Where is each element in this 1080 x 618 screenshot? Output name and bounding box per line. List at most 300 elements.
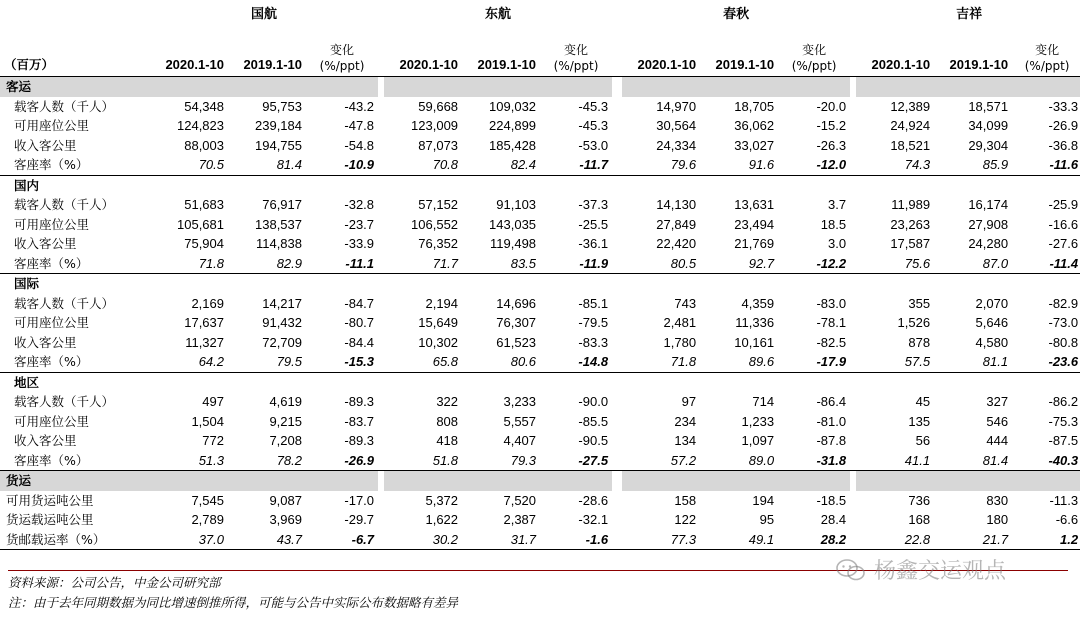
current-value: 808 (436, 413, 459, 429)
row-label: 可用座位公里 (14, 216, 90, 232)
previous-value: 83.5 (510, 255, 537, 271)
current-value: 70.8 (432, 157, 459, 172)
wechat-icon (836, 558, 866, 582)
previous-value: 185,428 (489, 137, 537, 153)
previous-value: 49.1 (748, 531, 775, 547)
change-value: -85.5 (578, 413, 609, 429)
change-value: -90.5 (578, 433, 609, 448)
table-row (0, 352, 1080, 372)
previous-value: 4,359 (741, 295, 775, 311)
current-value: 2,194 (425, 295, 459, 311)
current-value: 74.3 (904, 157, 931, 172)
previous-value: 21.7 (982, 531, 1009, 547)
previous-value: 194,755 (255, 137, 302, 153)
section-shade (150, 77, 378, 97)
previous-value: 2,387 (503, 512, 537, 527)
current-value: 106,552 (411, 216, 459, 232)
current-value: 2,789 (191, 512, 224, 527)
change-value: -40.3 (1048, 452, 1079, 468)
table-row (0, 136, 1080, 156)
previous-value: 10,161 (734, 334, 775, 350)
change-value: -75.3 (1048, 413, 1079, 429)
airline-name: 吉祥 (956, 7, 983, 23)
previous-value: 95 (759, 512, 775, 527)
previous-period-header: 2019.1-10 (715, 56, 775, 72)
change-value: -16.6 (1048, 216, 1079, 232)
current-value: 772 (202, 433, 224, 448)
current-value: 24,924 (890, 118, 931, 133)
data-note: 注：由于去年同期数据为同比增速倒推所得，可能与公告中实际公布数据略有差异 (8, 595, 459, 610)
current-value: 7,545 (191, 492, 224, 508)
section-shade (856, 471, 1080, 491)
table-row (0, 530, 1080, 550)
current-value: 11,327 (185, 334, 224, 350)
current-value: 10,302 (418, 334, 459, 350)
row-label: 客座率（%） (14, 452, 89, 468)
change-value: -20.0 (816, 98, 847, 114)
current-value: 105,681 (177, 216, 224, 232)
previous-value: 3,969 (269, 512, 302, 527)
change-value: -86.4 (816, 394, 847, 409)
change-header-line1: 变化 (1035, 43, 1060, 57)
previous-value: 72,709 (262, 334, 302, 350)
row-label: 收入客公里 (14, 433, 77, 448)
previous-value: 14,696 (496, 295, 537, 311)
column-header-row (0, 30, 1080, 77)
previous-value: 91,432 (262, 315, 302, 330)
table-row (0, 392, 1080, 412)
row-label: 载客人数（千人） (14, 98, 115, 114)
row-label: 载客人数（千人） (14, 295, 115, 311)
change-value: -11.9 (579, 255, 609, 271)
current-value: 17,637 (184, 315, 224, 330)
change-value: -6.7 (351, 531, 375, 547)
blank-cell (622, 372, 850, 392)
previous-value: 9,087 (269, 492, 302, 508)
change-value: -31.8 (816, 452, 847, 468)
previous-value: 31.7 (510, 531, 537, 547)
row-label: 收入客公里 (14, 236, 77, 251)
previous-value: 81.1 (982, 354, 1009, 369)
previous-value: 89.6 (748, 354, 775, 369)
current-value: 15,649 (418, 315, 459, 330)
change-value: -89.3 (344, 433, 375, 448)
current-period-header: 2020.1-10 (399, 56, 459, 72)
table-row (0, 510, 1080, 530)
column-gap (612, 195, 622, 215)
change-value: -33.9 (344, 236, 375, 251)
blank-cell (150, 372, 378, 392)
section-shade (150, 471, 378, 491)
table-row (0, 412, 1080, 432)
previous-value: 16,174 (968, 197, 1009, 212)
previous-value: 114,838 (255, 236, 302, 251)
blank-cell (856, 274, 1080, 294)
previous-value: 9,215 (269, 413, 302, 429)
change-value: -87.5 (1048, 433, 1079, 448)
previous-value: 82.4 (510, 157, 537, 172)
previous-value: 224,899 (489, 118, 537, 133)
previous-value: 138,537 (255, 216, 302, 232)
previous-value: 1,097 (741, 433, 775, 448)
change-value: -45.3 (578, 118, 609, 133)
current-value: 122 (674, 512, 697, 527)
previous-value: 79.3 (510, 452, 537, 468)
change-value: 28.4 (820, 512, 847, 527)
column-gap (612, 136, 622, 156)
watermark (836, 554, 1006, 585)
previous-value: 61,523 (496, 334, 537, 350)
current-value: 71.8 (198, 255, 224, 271)
current-value: 54,348 (184, 98, 224, 114)
section-row (0, 471, 1080, 491)
column-gap (612, 412, 622, 432)
current-value: 75,904 (184, 236, 224, 251)
current-period-header: 2020.1-10 (871, 56, 931, 72)
previous-value: 194 (752, 492, 775, 508)
current-value: 322 (436, 394, 459, 409)
previous-value: 1,233 (741, 413, 775, 429)
previous-value: 109,032 (489, 98, 537, 114)
change-value: -82.5 (816, 334, 847, 350)
current-value: 158 (674, 492, 697, 508)
current-value: 45 (915, 394, 931, 409)
current-value: 75.6 (904, 255, 931, 271)
change-value: -53.0 (578, 137, 609, 153)
change-value: -32.1 (578, 512, 609, 527)
change-value: 1.2 (1060, 531, 1079, 547)
airline-name: 东航 (485, 7, 512, 23)
current-value: 57,152 (418, 197, 459, 212)
change-value: -90.0 (578, 394, 609, 409)
current-value: 70.5 (198, 157, 224, 172)
change-value: -79.5 (578, 315, 609, 330)
subsection-title: 国内 (14, 177, 40, 193)
current-value: 51.3 (198, 452, 224, 468)
previous-value: 79.5 (276, 354, 302, 369)
blank-cell (0, 0, 150, 30)
current-value: 878 (908, 334, 931, 350)
previous-value: 95,753 (262, 98, 302, 114)
previous-value: 43.7 (276, 531, 302, 547)
current-value: 22.8 (904, 531, 931, 547)
current-value: 135 (908, 413, 931, 429)
change-value: -84.4 (344, 334, 375, 350)
change-value: -26.9 (344, 452, 375, 468)
row-label: 货运载运吨公里 (6, 512, 94, 527)
table-row (0, 313, 1080, 333)
current-value: 76,352 (418, 236, 459, 251)
table-row (0, 491, 1080, 511)
column-gap (612, 175, 622, 195)
table-row (0, 254, 1080, 274)
current-value: 27,849 (656, 216, 697, 232)
current-value: 59,668 (418, 98, 459, 114)
column-gap (612, 274, 622, 294)
previous-value: 85.9 (982, 157, 1009, 172)
change-value: -12.0 (816, 157, 847, 172)
column-gap (612, 491, 622, 511)
current-value: 23,263 (890, 216, 931, 232)
column-gap (612, 254, 622, 274)
change-value: -26.3 (816, 137, 847, 153)
subsection-title: 地区 (14, 374, 40, 390)
previous-value: 91,103 (496, 197, 537, 212)
section-row (0, 77, 1080, 97)
change-value: -1.6 (585, 531, 609, 547)
change-value: -36.1 (578, 236, 609, 251)
change-value: -11.4 (1049, 255, 1079, 271)
previous-value: 13,631 (734, 197, 775, 212)
current-value: 56 (915, 433, 931, 448)
blank-cell (856, 175, 1080, 195)
change-value: -47.8 (344, 118, 375, 133)
current-value: 124,823 (177, 118, 224, 133)
change-value: -85.1 (578, 295, 609, 311)
previous-value: 3,233 (503, 394, 537, 409)
change-value: -45.3 (578, 98, 609, 114)
change-header-line2: (%/ppt) (1024, 59, 1070, 73)
previous-value: 24,280 (968, 236, 1009, 251)
change-value: -11.7 (579, 157, 609, 172)
blank-cell (384, 274, 612, 294)
change-value: -10.9 (344, 157, 375, 172)
change-value: -87.8 (816, 433, 847, 448)
change-value: -17.0 (344, 492, 375, 508)
current-value: 168 (908, 512, 931, 527)
section-shade (856, 77, 1080, 97)
current-value: 30.2 (432, 531, 459, 547)
current-value: 2,169 (191, 295, 224, 311)
change-value: -25.9 (1048, 197, 1079, 212)
row-label: 载客人数（千人） (14, 394, 115, 409)
units-label: （百万） (4, 56, 55, 72)
row-label: 收入客公里 (14, 137, 77, 153)
blank-cell (384, 372, 612, 392)
change-value: -17.9 (816, 354, 847, 369)
previous-value: 546 (986, 413, 1009, 429)
row-label: 收入客公里 (14, 334, 77, 350)
column-gap (612, 392, 622, 412)
source-note: 资料来源：公司公告，中金公司研究部 (8, 575, 221, 590)
previous-value: 714 (752, 394, 775, 409)
change-value: -83.3 (578, 334, 609, 350)
blank-cell (622, 175, 850, 195)
table-row (0, 155, 1080, 175)
subsection-row (0, 175, 1080, 195)
previous-value: 2,070 (975, 295, 1009, 311)
column-gap (612, 333, 622, 353)
previous-value: 81.4 (982, 452, 1009, 468)
section-title: 客运 (0, 77, 150, 97)
current-value: 18,521 (890, 137, 931, 153)
column-gap (612, 97, 622, 117)
change-value: -14.8 (578, 354, 609, 369)
change-value: -43.2 (344, 98, 375, 114)
previous-value: 87.0 (982, 255, 1009, 271)
row-label: 客座率（%） (14, 255, 89, 271)
change-value: 3.7 (828, 197, 847, 212)
current-value: 71.7 (432, 255, 459, 271)
section-shade (384, 471, 612, 491)
change-header (540, 30, 612, 77)
previous-value: 21,769 (734, 236, 775, 251)
change-value: -80.7 (344, 315, 375, 330)
section-title: 货运 (0, 471, 150, 491)
change-header (1012, 30, 1080, 77)
previous-value: 7,520 (503, 492, 537, 508)
previous-value: 119,498 (490, 236, 537, 251)
previous-value: 4,580 (975, 334, 1009, 350)
column-gap (612, 510, 622, 530)
current-value: 51,683 (184, 197, 224, 212)
change-header-line2: (%/ppt) (791, 59, 837, 73)
table-row (0, 195, 1080, 215)
change-value: -83.7 (344, 413, 375, 429)
current-period-header: 2020.1-10 (637, 56, 697, 72)
section-shade (622, 77, 850, 97)
row-label: 客座率（%） (14, 157, 89, 172)
previous-value: 327 (986, 394, 1009, 409)
table-row (0, 116, 1080, 136)
section-shade (622, 471, 850, 491)
previous-value: 5,557 (503, 413, 537, 429)
table-row (0, 294, 1080, 314)
table-row (0, 234, 1080, 254)
current-value: 17,587 (890, 236, 931, 251)
previous-value: 18,705 (734, 98, 775, 114)
previous-value: 4,619 (269, 394, 302, 409)
current-value: 1,622 (425, 512, 459, 527)
subsection-title: 国际 (14, 276, 40, 291)
column-gap (612, 155, 622, 175)
previous-value: 34,099 (968, 118, 1009, 133)
row-label: 客座率（%） (14, 354, 89, 369)
blank-cell (384, 175, 612, 195)
previous-value: 76,307 (496, 315, 537, 330)
change-value: -18.5 (816, 492, 847, 508)
current-value: 497 (202, 394, 224, 409)
current-value: 5,372 (425, 492, 459, 508)
change-value: -11.3 (1049, 492, 1079, 508)
blank-cell (150, 175, 378, 195)
current-period-header: 2020.1-10 (165, 56, 224, 72)
change-value: -12.2 (816, 255, 847, 271)
change-value: 3.0 (828, 236, 847, 251)
change-value: -28.6 (578, 492, 609, 508)
change-value: -25.5 (578, 216, 609, 232)
previous-value: 92.7 (748, 255, 775, 271)
previous-value: 14,217 (262, 295, 302, 311)
current-value: 57.2 (670, 452, 697, 468)
previous-value: 78.2 (276, 452, 302, 468)
previous-value: 830 (986, 492, 1009, 508)
change-value: -36.8 (1048, 137, 1079, 153)
change-value: 18.5 (820, 216, 847, 232)
change-value: -83.0 (816, 295, 847, 311)
current-value: 2,481 (663, 315, 697, 330)
change-value: -15.2 (816, 118, 847, 133)
previous-value: 7,208 (269, 433, 302, 448)
section-shade (384, 77, 612, 97)
change-value: -84.7 (344, 295, 375, 311)
table-row (0, 451, 1080, 471)
current-value: 64.2 (198, 354, 224, 369)
current-value: 418 (436, 433, 459, 448)
column-gap (612, 0, 622, 30)
row-label: 载客人数（千人） (14, 197, 115, 212)
airline-header-row (0, 0, 1080, 30)
previous-period-header: 2019.1-10 (949, 56, 1009, 72)
subsection-row (0, 274, 1080, 294)
change-value: -80.8 (1048, 334, 1079, 350)
row-label: 货邮载运率（%） (6, 531, 106, 547)
airline-name: 春秋 (723, 7, 750, 23)
previous-value: 33,027 (734, 137, 775, 153)
current-value: 743 (674, 295, 697, 311)
previous-period-header: 2019.1-10 (243, 56, 302, 72)
previous-value: 27,908 (968, 216, 1009, 232)
current-value: 97 (681, 394, 697, 409)
previous-value: 29,304 (968, 137, 1009, 153)
current-value: 24,334 (656, 137, 697, 153)
row-label: 可用座位公里 (14, 413, 90, 429)
table-row (0, 215, 1080, 235)
change-value: -6.6 (1055, 512, 1079, 527)
change-value: -27.5 (578, 452, 609, 468)
current-value: 22,420 (656, 236, 697, 251)
current-value: 234 (674, 413, 697, 429)
current-value: 87,073 (418, 137, 459, 153)
previous-value: 4,407 (503, 433, 537, 448)
change-value: -73.0 (1048, 315, 1079, 330)
current-value: 88,003 (184, 137, 224, 153)
blank-cell (856, 372, 1080, 392)
previous-value: 11,336 (735, 315, 775, 330)
previous-value: 81.4 (276, 157, 302, 172)
current-value: 51.8 (432, 452, 459, 468)
previous-value: 23,494 (734, 216, 775, 232)
current-value: 134 (674, 433, 697, 448)
current-value: 12,389 (890, 98, 931, 114)
change-header-line2: (%/ppt) (319, 59, 365, 73)
change-value: -37.3 (578, 197, 609, 212)
column-gap (612, 116, 622, 136)
change-header-line1: 变化 (330, 43, 355, 57)
current-value: 57.5 (904, 354, 931, 369)
change-header (778, 30, 850, 77)
column-gap (612, 77, 622, 97)
table-row (0, 333, 1080, 353)
change-value: -54.8 (344, 137, 375, 153)
previous-period-header: 2019.1-10 (477, 56, 537, 72)
current-value: 355 (908, 295, 931, 311)
previous-value: 76,917 (262, 197, 302, 212)
change-value: -26.9 (1048, 118, 1079, 133)
previous-value: 444 (986, 433, 1009, 448)
change-value: -23.6 (1048, 354, 1079, 369)
column-gap (612, 451, 622, 471)
row-label: 可用座位公里 (14, 118, 90, 133)
change-value: -11.6 (1049, 157, 1079, 172)
blank-cell (622, 274, 850, 294)
current-value: 41.1 (904, 452, 931, 468)
change-value: -11.1 (345, 255, 375, 271)
column-gap (612, 352, 622, 372)
previous-value: 80.6 (510, 354, 537, 369)
previous-value: 5,646 (975, 315, 1009, 330)
change-value: -82.9 (1048, 295, 1079, 311)
